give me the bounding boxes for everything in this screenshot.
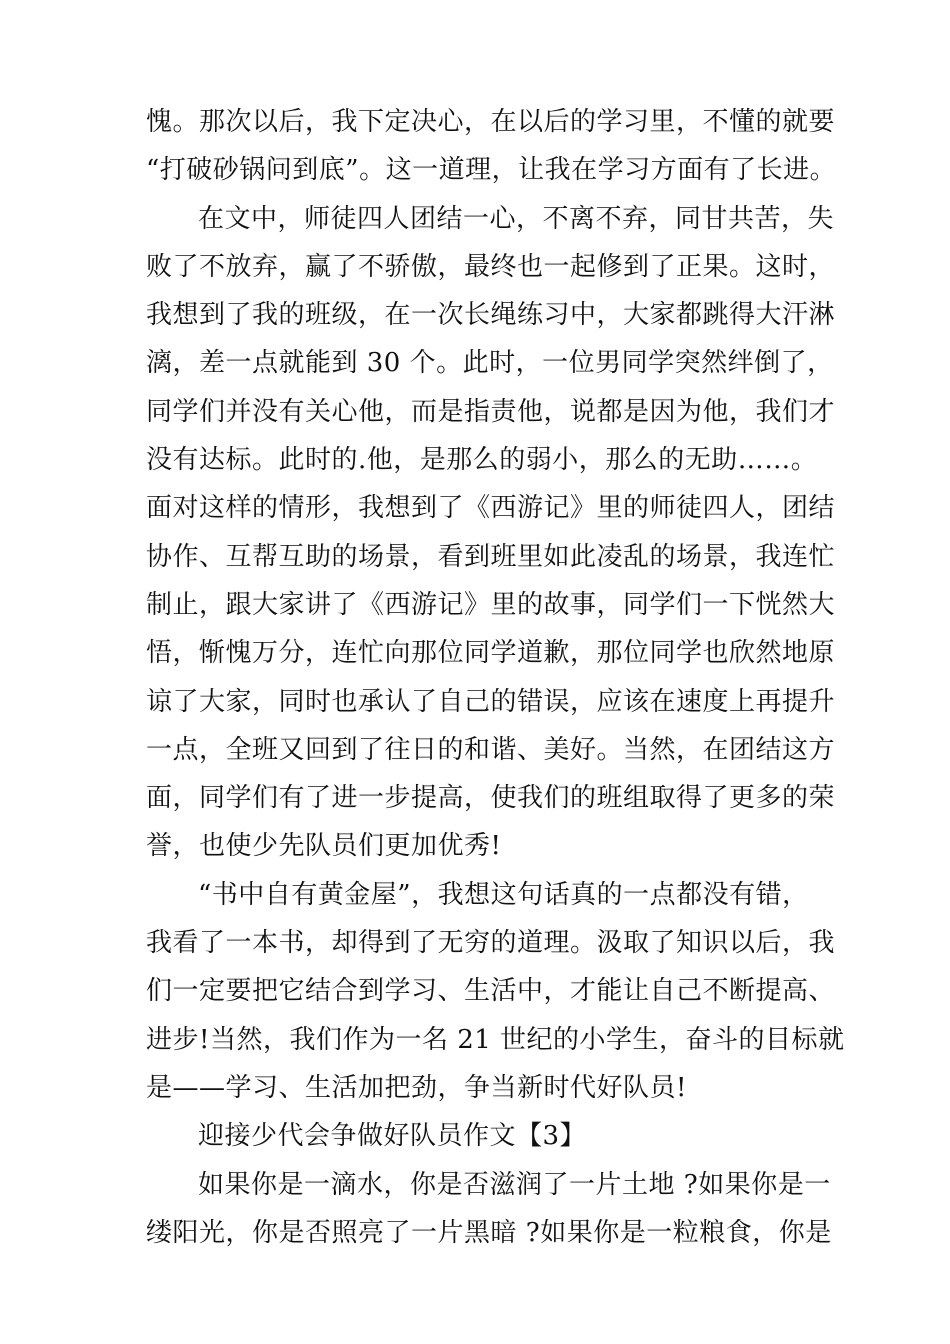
text-line: 是——学习、生活加把劲，争当新时代好队员! [146, 1072, 687, 1103]
text-line: 协作、互帮互助的场景，看到班里如此凌乱的场景，我连忙 [146, 541, 836, 572]
text-line: 缕阳光，你是否照亮了一片黑暗 ?如果你是一粒粮食，你是 [146, 1217, 832, 1248]
text-line: 败了不放弃，赢了不骄傲，最终也一起修到了正果。这时， [146, 251, 836, 282]
paragraph-start-line: 如果你是一滴水，你是否滋润了一片土地 ?如果你是一 [198, 1169, 831, 1200]
text-line: 没有达标。此时的.他，是那么的弱小，那么的无助……。 [146, 445, 818, 476]
text-line: 谅了大家，同时也承认了自己的错误，应该在速度上再提升 [146, 686, 836, 717]
text-line: 同学们并没有关心他，而是指责他，说都是因为他，我们才 [146, 396, 836, 427]
text-line: 面对这样的情形，我想到了《西游记》里的师徒四人，团结 [146, 493, 836, 524]
text-line: 誉，也使少先队员们更加优秀! [146, 831, 502, 862]
text-line: 漓，差一点就能到 30 个。此时，一位男同学突然绊倒了， [146, 348, 834, 379]
text-line: 我想到了我的班级，在一次长绳练习中，大家都跳得大汗淋 [146, 300, 836, 331]
text-line: 我看了一本书，却得到了无穷的道理。汲取了知识以后，我 [146, 928, 836, 959]
paragraph-start-line: “书中自有黄金屋”，我想这句话真的一点都没有错， [198, 879, 809, 910]
paragraph-start-line: 在文中，师徒四人团结一心，不离不弃，同甘共苦，失 [198, 203, 835, 234]
text-line: 们一定要把它结合到学习、生活中，才能让自己不断提高、 [146, 976, 836, 1007]
body-text [146, 98, 845, 1257]
text-line: 面，同学们有了进一步提高，使我们的班组取得了更多的荣 [146, 783, 836, 814]
text-line: 愧。那次以后，我下定决心，在以后的学习里，不懂的就要 [146, 107, 836, 137]
text-line: 一点，全班又回到了往日的和谐、美好。当然，在团结这方 [146, 734, 836, 765]
text-line: 制止，跟大家讲了《西游记》里的故事，同学们一下恍然大 [146, 589, 836, 620]
text-line: 进步!当然，我们作为一名 21 世纪的小学生，奋斗的目标就 [146, 1024, 845, 1055]
text-line: 悟，惭愧万分，连忙向那位同学道歉，那位同学也欣然地原 [146, 638, 836, 669]
text-line: “打破砂锅问到底”。这一道理，让我在学习方面有了长进。 [146, 155, 837, 186]
section-heading: 迎接少代会争做好队员作文【3】 [198, 1121, 587, 1152]
